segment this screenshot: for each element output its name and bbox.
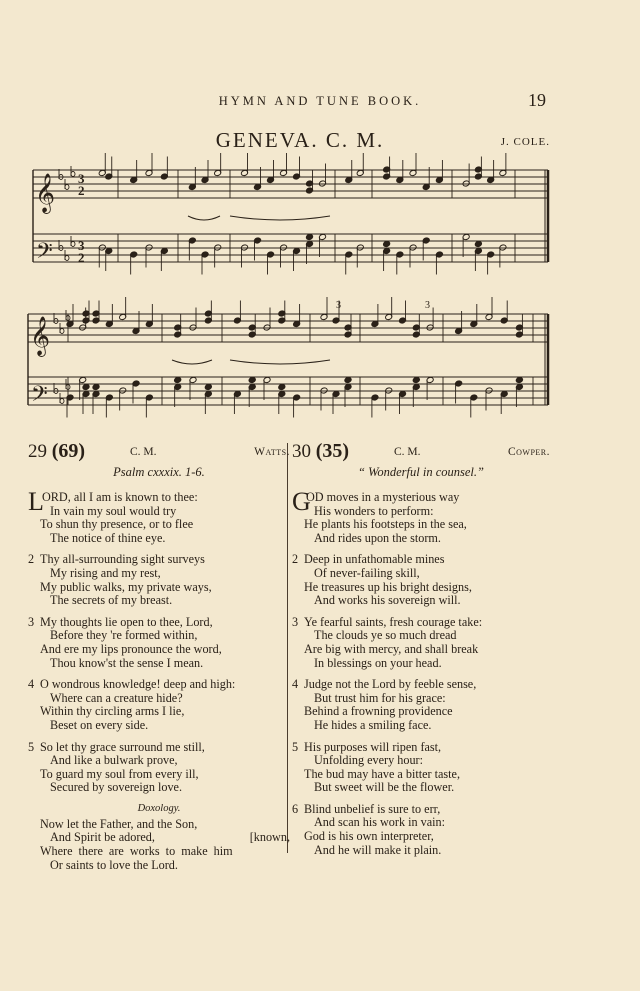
- slur: [230, 360, 330, 364]
- triplet-mark-1: 3: [336, 300, 341, 311]
- flat-sign: [60, 329, 64, 334]
- note-head: [344, 377, 352, 384]
- treble-clef-2: 𝄞: [30, 318, 51, 355]
- verse-line: 2 Thy all-surrounding sight surveys: [28, 552, 205, 567]
- page-number: 19: [528, 90, 546, 110]
- verse-line: God is his own interpreter,: [304, 829, 434, 844]
- verse-line: And ere my lips pronounce the word,: [40, 641, 222, 656]
- stanza: [28, 553, 290, 607]
- doxology-line: Or saints to love the Lord.: [50, 857, 178, 872]
- verse-line: And like a bulwark prove,: [50, 753, 178, 768]
- time-signature-top-2: 3: [78, 238, 85, 253]
- treble-clef-1: 𝄞: [35, 175, 56, 212]
- flat-sign: [65, 256, 69, 261]
- verse-line: He treasures up his bright designs,: [304, 579, 472, 594]
- stanza-number: 3: [28, 614, 35, 629]
- time-signature-top-1: 3: [78, 171, 85, 186]
- stanza-number: 6: [292, 801, 299, 816]
- verse-line: 3 My thoughts lie open to thee, Lord,: [28, 614, 213, 629]
- flat-sign: [71, 242, 75, 247]
- stanza: [292, 487, 550, 545]
- verse-line: To shun thy presence, or to flee: [40, 517, 194, 532]
- triplet-mark-2: 3: [425, 300, 430, 311]
- verse-line: My rising and my rest,: [50, 565, 161, 580]
- hymn-author: Watts.: [254, 446, 290, 458]
- verse-line: 6 Blind unbelief is sure to err,: [292, 801, 441, 816]
- time-signature-bottom-2: 2: [78, 250, 85, 265]
- running-head: HYMN AND TUNE BOOK.: [218, 94, 422, 108]
- verse-line: The bud may have a bitter taste,: [304, 766, 461, 781]
- verse-line: Beset on every side.: [50, 717, 149, 732]
- note-head: [515, 377, 523, 384]
- drop-cap: G: [292, 487, 311, 516]
- stanza: [292, 616, 550, 670]
- drop-cap: L: [28, 487, 44, 516]
- flat-sign: [71, 172, 75, 177]
- verse-line: L ORD, all I am is known to thee:: [28, 487, 198, 516]
- note-head: [82, 384, 90, 391]
- verse-line: The clouds ye so much dread: [314, 628, 457, 643]
- slur: [172, 360, 212, 364]
- verse-line: The secrets of my breast.: [50, 593, 173, 608]
- hymn-meter: C. M.: [394, 446, 421, 458]
- verse-line: And rides upon the storm.: [314, 530, 441, 545]
- hymn-meter: C. M.: [130, 446, 157, 458]
- note-head: [278, 384, 286, 391]
- verse-line: G OD moves in a mysterious way: [292, 487, 460, 516]
- note-head: [474, 241, 482, 248]
- verse-line: In vain my soul would try: [50, 503, 177, 518]
- verse-line: 5 His purposes will ripen fast,: [292, 739, 442, 754]
- doxology-title: Doxology.: [137, 802, 181, 814]
- verse-line: The notice of thine eye.: [50, 530, 166, 545]
- stanza-number: 4: [292, 677, 299, 692]
- verse-line: His wonders to perform:: [314, 503, 434, 518]
- verse-line: But sweet will be the flower.: [314, 780, 455, 795]
- stanza: [28, 487, 290, 545]
- verse-line: He hides a smiling face.: [314, 717, 432, 732]
- note-head: [248, 377, 256, 384]
- note-head: [383, 241, 391, 248]
- stanza: [292, 803, 550, 857]
- stanza: [28, 616, 290, 670]
- stanza-number: 5: [292, 739, 299, 754]
- hymn-number: 30 (35): [292, 440, 350, 462]
- verse-line: Unfolding every hour:: [314, 753, 423, 768]
- stanza-number: 2: [292, 552, 299, 567]
- verse-line: 2 Deep in unfathomable mines: [292, 552, 445, 567]
- stanza: [292, 678, 550, 732]
- stanza: [28, 741, 290, 795]
- slur: [188, 216, 220, 220]
- doxology-line: Now let the Father, and the Son,: [40, 816, 198, 831]
- flat-sign: [60, 399, 64, 404]
- verse-line: 3 Ye fearful saints, fresh courage take:: [292, 614, 483, 629]
- stanza: [28, 678, 290, 732]
- verse-line: 5 So let thy grace surround me still,: [28, 739, 205, 754]
- hymn-subtitle: Psalm cxxxix. 1-6.: [113, 465, 205, 479]
- tune-composer: J. COLE.: [500, 136, 550, 148]
- doxology-line: Where there are works to make him: [40, 844, 233, 859]
- verse-line: Are big with mercy, and shall break: [304, 641, 479, 656]
- stanza-number: 2: [28, 552, 35, 567]
- verse-line: But trust him for his grace:: [314, 690, 446, 705]
- tune-title: GENEVA. C. M.: [215, 128, 385, 152]
- stanza: [292, 553, 550, 607]
- stanza-number: 4: [28, 677, 35, 692]
- verse-line: Before they 're formed within,: [50, 628, 198, 643]
- note-head: [204, 384, 212, 391]
- time-signature-bottom-1: 2: [78, 183, 85, 198]
- doxology-line: And Spirit be adored, [known,: [50, 830, 290, 845]
- hymn-stanzas: [28, 487, 290, 795]
- doxology: [28, 818, 290, 872]
- verse-line: Where can a creature hide?: [50, 690, 183, 705]
- bass-clef-1: 𝄢: [36, 239, 53, 268]
- stanza: [292, 741, 550, 795]
- verse-line: And he will make it plain.: [314, 842, 442, 857]
- bass-clef-2: 𝄢: [31, 382, 48, 411]
- verse-line: Behind a frowning providence: [304, 704, 453, 719]
- verse-line: Thou know'st the sense I mean.: [50, 655, 204, 670]
- flat-sign: [65, 185, 69, 190]
- slur: [230, 216, 330, 220]
- verse-line: Secured by sovereign love.: [50, 780, 182, 795]
- verse-line: To guard my soul from every ill,: [40, 766, 199, 781]
- verse-line: In blessings on your head.: [314, 655, 442, 670]
- note-head: [412, 377, 420, 384]
- note-head: [306, 234, 314, 241]
- hymn-29: [28, 440, 290, 872]
- hymn-number: 29 (69): [28, 440, 86, 462]
- verse-line: And works his sovereign will.: [314, 593, 461, 608]
- hymn-stanzas: [292, 487, 550, 857]
- hymn-author: Cowper.: [507, 446, 550, 458]
- verse-line: 4 O wondrous knowledge! deep and high:: [28, 677, 236, 692]
- hymn-subtitle: “ Wonderful in counsel.”: [358, 465, 484, 479]
- note-head: [174, 377, 182, 384]
- verse-line: 4 Judge not the Lord by feeble sense,: [292, 677, 477, 692]
- stanza-number: 3: [292, 614, 299, 629]
- verse-line: And scan his work in vain:: [314, 815, 445, 830]
- stanza-number: 5: [28, 739, 35, 754]
- hymn-30: [292, 440, 550, 857]
- music-score: [0, 0, 640, 440]
- verse-line: My public walks, my private ways,: [40, 579, 212, 594]
- verse-line: Of never-failing skill,: [314, 565, 420, 580]
- verse-line: He plants his footsteps in the sea,: [304, 517, 467, 532]
- note-head: [92, 384, 100, 391]
- verse-line: Within thy circling arms I lie,: [40, 704, 185, 719]
